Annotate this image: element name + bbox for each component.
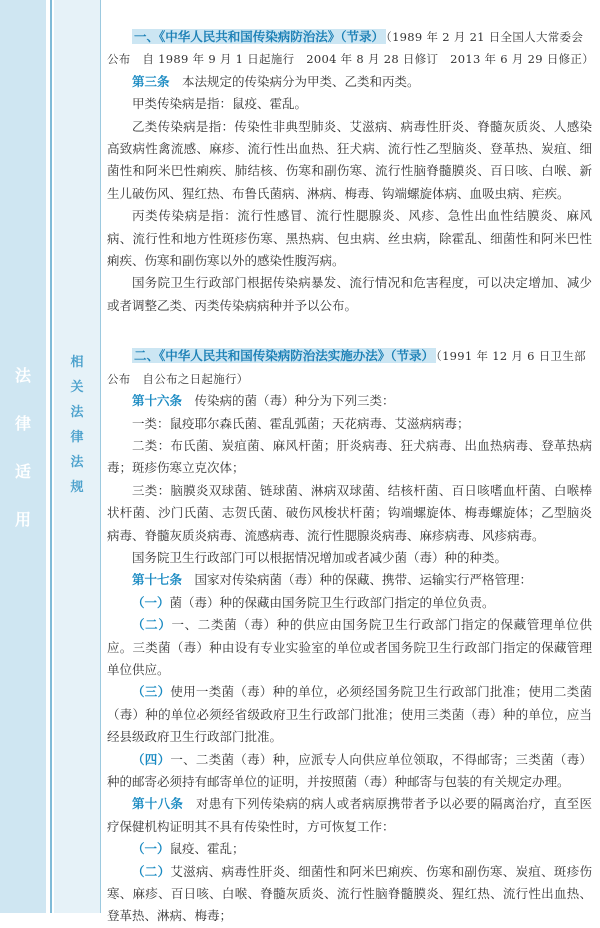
sidebar-subtitle-char: 法 xyxy=(70,405,84,420)
sidebar-title-char: 法 xyxy=(14,366,31,385)
section1-title: 一、《中华人民共和国传染病防治法》（节录） xyxy=(134,29,385,44)
sidebar-subtitle-char: 规 xyxy=(70,480,84,495)
section2-meta-line2: 公布 自公布之日起施行） xyxy=(107,371,249,386)
section1-meta: （1989 年 2 月 21 日全国人大常委会 xyxy=(386,30,584,44)
article-17-text: 国家对传染病菌（毒）种的保藏、携带、运输实行严格管理： xyxy=(194,572,533,588)
article-17-item-2 xyxy=(107,614,592,681)
sidebar-subcategory xyxy=(54,0,100,913)
article-17-item-3 xyxy=(107,681,592,748)
sidebar-subtitle-char: 相 xyxy=(70,355,84,370)
article-18-label: 第十八条 xyxy=(132,796,184,812)
sidebar-title xyxy=(0,352,46,544)
category-1: 一类：鼠疫耶尔森氏菌、霍乱弧菌；天花病毒、艾滋病病毒； xyxy=(132,415,470,431)
article-18-item-2 xyxy=(107,861,592,928)
sidebar-subtitle-char: 法 xyxy=(70,455,84,470)
item-label: （二） xyxy=(132,863,171,879)
paragraph-state-council: 国务院卫生行政部门根据传染病暴发、流行情况和危害程度，可以决定增加、减少或者调整乙类、丙类传染病病种并予以公布。 xyxy=(107,275,592,313)
item-text: 一、二类菌（毒）种的供应由国务院卫生行政部门指定的保藏管理单位供应。三类菌（毒）种由设有专业实验室的单位或者国务院卫生行政部门指定的保藏管理单位供应。 xyxy=(107,617,592,677)
article-17-label: 第十七条 xyxy=(132,572,183,588)
item-text: 使用一类菌（毒）种的单位，必须经国务院卫生行政部门批准；使用二类菌（毒）种的单位必须经省级政府卫生行政部门批准；使用三类菌（毒）种的单位，应当经县级政府卫生行政部门批准。 xyxy=(107,684,592,745)
article-3-text: 本法规定的传染病分为甲类、乙类和丙类。 xyxy=(182,73,420,89)
article-3 xyxy=(107,71,592,93)
item-text: 鼠疫、霍乱； xyxy=(169,841,245,857)
document-body xyxy=(107,26,595,928)
sidebar-title-char: 律 xyxy=(14,414,31,433)
section1-meta-line2: 公布 自 1989 年 9 月 1 日起施行 2004 年 8 月 28 日修订 2013 年 6 月 29 日修正） xyxy=(107,52,595,67)
article-18 xyxy=(107,793,592,838)
section1-heading xyxy=(107,26,592,48)
item-label: （一） xyxy=(132,594,170,610)
article-16-text: 传染病的菌（毒）种分为下列三类： xyxy=(194,393,395,409)
article-18-text: 对患有下列传染病的病人或者病原携带者予以必要的隔离治疗，直至医疗保健机构证明其不具有传染性时，方可恢复工作： xyxy=(107,796,592,834)
item-text: 艾滋病、病毒性肝炎、细菌性和阿米巴痢疾、伤寒和副伤寒、炭疽、斑疹伤寒、麻疹、百日咳、白喉、脊髓灰质炎、流行性脑脊髓膜炎、猩红热、流行性出血热、登革热、淋病、梅毒； xyxy=(107,863,592,924)
article-3-label: 第三条 xyxy=(132,73,170,89)
category-note: 国务院卫生行政部门可以根据情况增加或者减少菌（毒）种的种类。 xyxy=(132,549,508,565)
section-spacer xyxy=(107,317,592,345)
section2-heading xyxy=(107,345,592,367)
item-label: （四） xyxy=(132,751,171,767)
article-16 xyxy=(107,390,592,412)
item-label: （三） xyxy=(132,684,171,700)
article-17 xyxy=(107,569,592,591)
sidebar-subtitle-char: 关 xyxy=(70,380,84,395)
sidebar-main-category xyxy=(0,0,46,913)
article-16-label: 第十六条 xyxy=(132,393,183,409)
paragraph-class-b: 乙类传染病是指：传染性非典型肺炎、艾滋病、病毒性肝炎、脊髓灰质炎、人感染高致病性禽流感、麻疹、流行性出血热、狂犬病、流行性乙型脑炎、登革热、炭疽、细菌性和阿米巴性痢疾、肺结核、伤寒和副伤寒、流行性脑脊髓膜炎、百日咳、白喉、新生儿破伤风、猩红热、布鲁氏菌病、淋病、梅毒、钩端螺旋体病、血吸虫病、疟疾。 xyxy=(107,118,592,201)
sidebar-subtitle-char: 律 xyxy=(70,430,84,445)
paragraph-class-c: 丙类传染病是指：流行性感冒、流行性腮腺炎、风疹、急性出血性结膜炎、麻风病、流行性和地方性斑疹伤寒、黑热病、包虫病、丝虫病，除霍乱、细菌性和阿米巴性痢疾、伤寒和副伤寒以外的感染性腹泻病。 xyxy=(107,208,592,269)
item-label: （二） xyxy=(132,617,172,633)
section2-title: 二、《中华人民共和国传染病防治法实施办法》（节录） xyxy=(134,348,435,364)
sidebar-subtitle xyxy=(54,350,100,500)
item-label: （一） xyxy=(132,841,170,857)
sidebar-title-char: 适 xyxy=(14,462,31,481)
sidebar-title-char: 用 xyxy=(14,510,31,529)
article-18-item-1 xyxy=(107,838,592,860)
category-2: 二类：布氏菌、炭疽菌、麻风杆菌；肝炎病毒、狂犬病毒、出血热病毒、登革热病毒；斑疹伤寒立克次体； xyxy=(107,437,592,476)
section2-meta: （1991 年 12 月 6 日卫生部 xyxy=(436,349,586,364)
sidebar-divider xyxy=(50,0,52,913)
paragraph-class-a: 甲类传染病是指：鼠疫、霍乱。 xyxy=(132,96,308,112)
category-3: 三类：脑膜炎双球菌、链球菌、淋病双球菌、结核杆菌、百日咳嗜血杆菌、白喉棒状杆菌、沙门氏菌、志贺氏菌、破伤风梭状杆菌；钩端螺旋体、梅毒螺旋体；乙型脑炎病毒、脊髓灰质炎病毒、流感病毒、流行性腮腺炎病毒、麻疹病毒、风疹病毒。 xyxy=(107,482,592,543)
article-17-item-4 xyxy=(107,749,592,794)
item-text: 菌（毒）种的保藏由国务院卫生行政部门指定的单位负责。 xyxy=(169,594,495,610)
article-17-item-1 xyxy=(107,592,592,614)
content-divider xyxy=(100,0,101,913)
item-text: 一、二类菌（毒）种，应派专人向供应单位领取，不得邮寄；三类菌（毒）种的邮寄必须持有邮寄单位的证明，并按照菌（毒）种邮寄与包装的有关规定办理。 xyxy=(107,751,592,789)
